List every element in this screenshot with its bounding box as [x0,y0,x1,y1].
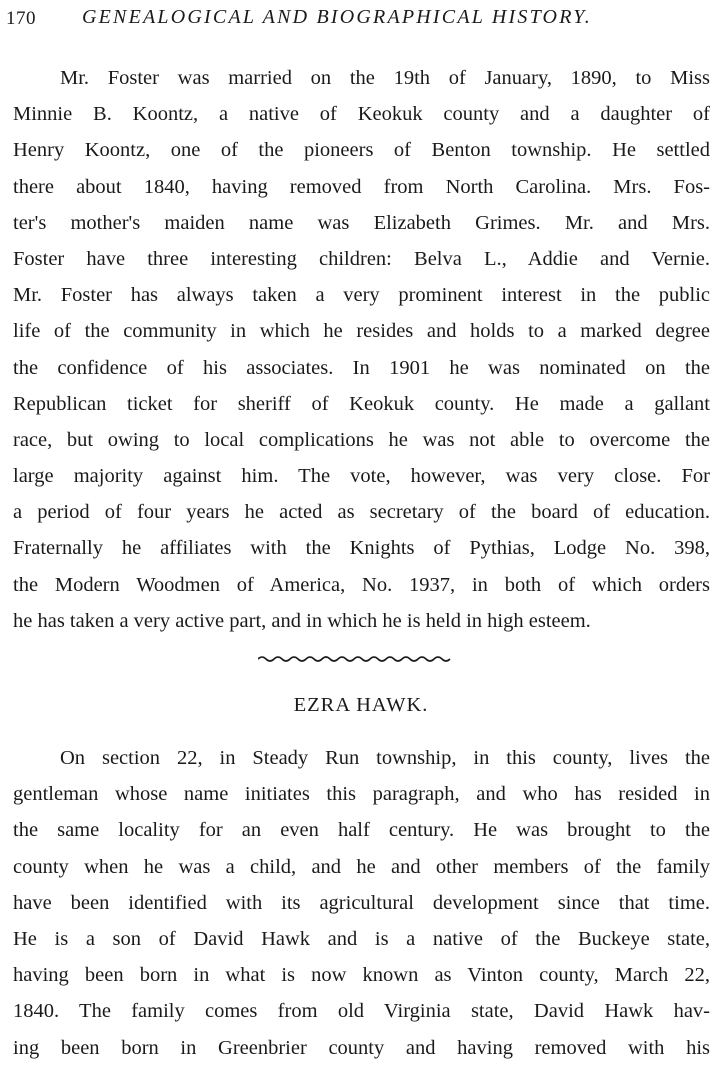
text-line: the confidence of his associates. In 1901 he was nominated on the [13,356,710,379]
text-line: the same locality for an even half century. He was brought to the [13,819,710,842]
section-title: EZRA HAWK. [293,694,429,716]
hawk-paragraph [13,740,710,1066]
text-line: ter's mother's maiden name was Elizabeth Grimes. Mr. and Mrs. [13,211,710,234]
text-line: large majority against him. The vote, however, was very close. For [13,465,710,488]
text-line: Foster have three interesting children: Belva L., Addie and Vernie. [13,247,710,270]
text-line: He is a son of David Hawk and is a native of the Buckeye state, [13,927,710,950]
text-line: ing been born in Greenbrier county and having removed with his [13,1036,710,1059]
text-line: he has taken a very active part, and in which he is held in high esteem. [13,609,591,632]
text-line: Republican ticket for sheriff of Keokuk county. He made a gallant [13,392,710,415]
wavy-divider-ornament [258,653,454,665]
text-line: there about 1840, having removed from North Carolina. Mrs. Fos- [13,175,710,198]
foster-paragraph [13,60,710,639]
text-line: the Modern Woodmen of America, No. 1937, in both of which orders [13,573,710,596]
text-line: race, but owing to local complications he was not able to overcome the [13,428,710,451]
text-line: On section 22, in Steady Run township, in this county, lives the [60,747,710,769]
text-line: life of the community in which he resides and holds to a marked degree [13,320,710,343]
text-line: Fraternally he affiliates with the Knights of Pythias, Lodge No. 398, [13,537,710,560]
text-line: Henry Koontz, one of the pioneers of Benton township. He settled [13,139,710,162]
text-line: having been born in what is now known as Vinton county, March 22, [13,964,710,987]
text-line: county when he was a child, and he and other members of the family [13,855,710,878]
text-line: gentleman whose name initiates this paragraph, and who has resided in [13,783,710,806]
running-head: GENEALOGICAL AND BIOGRAPHICAL HISTORY. [82,6,592,28]
text-line: 1840. The family comes from old Virginia state, David Hawk hav- [13,1000,710,1023]
text-line: Mr. Foster has always taken a very prominent interest in the public [13,284,710,307]
page-header [6,6,706,32]
text-line: Mr. Foster was married on the 19th of January, 1890, to Miss [60,67,710,89]
text-line: Minnie B. Koontz, a native of Keokuk county and a daughter of [13,103,710,126]
page-number: 170 [6,8,36,29]
text-line: have been identified with its agricultural development since that time. [13,891,710,914]
text-line: a period of four years he acted as secretary of the board of education. [13,501,710,524]
